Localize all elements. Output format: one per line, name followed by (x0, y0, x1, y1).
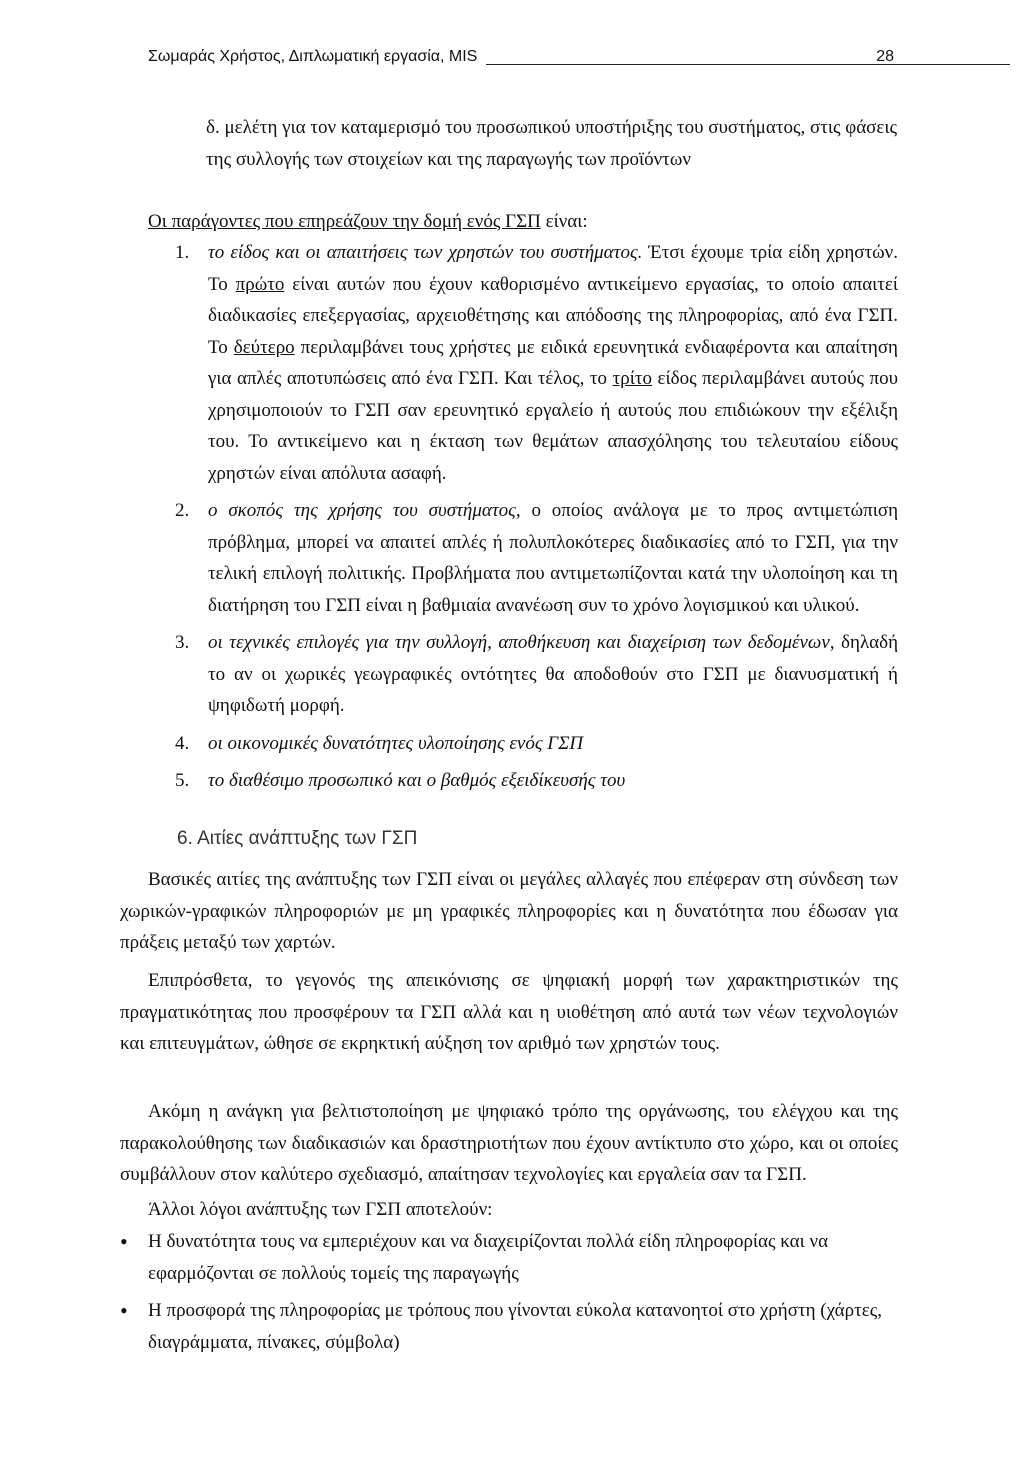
section-heading: 6. Αιτίες ανάπτυξης των ΓΣΠ (177, 828, 418, 849)
bullet-text: Η προσφορά της πληροφορίας με τρόπους που γίνονται εύκολα κατανοητοί στο χρήστη (χάρτες, διαγράμματα, πίνακες, σύμβολα) (148, 1300, 882, 1353)
list-item-italic: ο σκοπός της χρήσης του συστήματος, (208, 500, 521, 521)
bullet-icon: • (120, 1298, 128, 1323)
list-item-text: περιλαμβάνει τους χρήστες με ειδικά ερευνητικά ενδιαφέροντα και απαίτηση για απλές αποτυπώσεις από ένα ΓΣΠ. Και τέλος, το (208, 336, 898, 389)
list-item-italic: οι οικονομικές δυνατότητες υλοποίησης ενός ΓΣΠ (208, 732, 584, 754)
bullet-icon: • (120, 1229, 128, 1254)
page-header (148, 44, 894, 74)
bullet-item (120, 1295, 898, 1358)
bullet-item (120, 1226, 898, 1289)
paragraph: Ακόμη η ανάγκη για βελτιστοποίηση με ψηφιακό τρόπο της οργάνωσης, του ελέγχου και της παρακολούθησης των διαδικασιών και δραστηριοτήτων που έχουν αντίκτυπο στο χώρο, και οι οποίες συμβάλλουν στον καλύτερο σχεδιασμό, απαίτησαν τεχνολογίες και εργαλεία σαν τα ΓΣΠ. (120, 1101, 898, 1185)
list-item-text: δηλαδή το αν οι χωρικές γεωγραφικές οντότητες θα αποδοθούν στο ΓΣΠ με διανυσματική ή ψηφιδωτή μορφή. (208, 632, 899, 716)
paragraph: Επιπρόσθετα, το γεγονός της απεικόνισης σε ψηφιακή μορφή των χαρακτηριστικών της πραγματικότητας που προσφέρουν τα ΓΣΠ αλλά και η υιοθέτηση από αυτά των νέων τεχνολογιών και επιτευγμάτων, ώθησε σε εκρηκτική αύξηση τον αριθμό των χρηστών τους. (120, 970, 898, 1054)
list-item-italic: οι τεχνικές επιλογές για την συλλογή, αποθήκευση και διαχείριση των δεδομένων, (208, 632, 835, 653)
list-item-number: 2. (175, 500, 190, 521)
paragraph-delta: δ. μελέτη για τον καταμερισμό του προσωπικού υποστήριξης του συστήματος, στις φάσεις της συλλογής των στοιχείων και της παραγωγής των προϊόντων (206, 117, 898, 170)
list-item-number: 1. (175, 242, 190, 263)
factors-intro (148, 206, 898, 238)
list-item-text: είναι αυτών που έχουν καθορισμένο αντικείμενο εργασίας, το οποίο απαιτεί διαδικασίες επεξεργασίας, αρχειοθέτησης και απόδοσης της πληροφορίας, από ένα ΓΣΠ. Το (208, 273, 898, 358)
page-number: 28 (876, 48, 894, 65)
other-reasons-intro: Άλλοι λόγοι ανάπτυξης των ΓΣΠ αποτελούν: (148, 1199, 493, 1220)
factors-intro-rest: είναι: (540, 211, 588, 232)
bullet-text: Η δυνατότητα τους να εμπεριέχουν και να διαχειρίζονται πολλά είδη πληροφορίας και να εφαρμόζονται σε πολλούς τομείς της παραγωγής (148, 1231, 829, 1284)
paragraph: Βασικές αιτίες της ανάπτυξης των ΓΣΠ είναι οι μεγάλες αλλαγές που επέφεραν στη σύνδεση των χωρικών-γραφικών πληροφοριών με μη γραφικές πληροφορίες και η δυνατότητα που έδωσαν για πράξεις μεταξύ των χαρτών. (120, 869, 898, 953)
list-item (175, 765, 898, 797)
header-rule (486, 64, 1010, 65)
underlined-first: πρώτο (235, 273, 285, 295)
list-item-number: 4. (175, 732, 190, 754)
list-item (175, 495, 898, 621)
reasons-bullet-list (120, 1226, 898, 1364)
list-item-italic: το είδος και οι απαιτήσεις των χρηστών του συστήματος. (208, 242, 643, 263)
list-item (175, 627, 898, 722)
list-item (175, 728, 898, 760)
list-item-text: Έτσι έχουμε τρία είδη χρηστών. Το (208, 242, 898, 295)
header-title: Σωμαράς Χρήστος, Διπλωματική εργασία, MIS (148, 48, 478, 65)
list-item-number: 3. (175, 632, 190, 653)
list-item-number: 5. (175, 770, 190, 791)
list-item-italic: το διαθέσιμο προσωπικό και ο βαθμός εξειδίκευσής του (208, 770, 626, 791)
list-item-text: είδος περιλαμβάνει αυτούς που χρησιμοποιούν το ΓΣΠ σαν ερευνητικό εργαλείο ή αυτούς που επιδιώκουν την εξέλιξη του. Το αντικείμενο και η έκταση των θεμάτων απασχόλησης του τελευταίου είδους χρηστών είναι απόλυτα ασαφή. (208, 368, 898, 484)
factors-list (175, 237, 898, 803)
underlined-second: δεύτερο (233, 336, 295, 358)
underlined-third: τρίτο (612, 368, 652, 389)
factors-intro-underlined: Οι παράγοντες που επηρεάζουν την δομή ενός ΓΣΠ (148, 211, 541, 232)
list-item-text: ο οποίος ανάλογα με το προς αντιμετώπιση πρόβλημα, μπορεί να απαιτεί απλές ή πολυπλοκότερες διαδικασίες από το ΓΣΠ, για την τελική επιλογή πολιτικής. Προβλήματα που αντιμετωπίζονται κατά την υλοποίηση και τη διατήρηση του ΓΣΠ είναι η βαθμιαία ανανέωση συν το χρόνο λογισμικού και υλικού. (208, 500, 899, 616)
list-item (175, 237, 898, 489)
